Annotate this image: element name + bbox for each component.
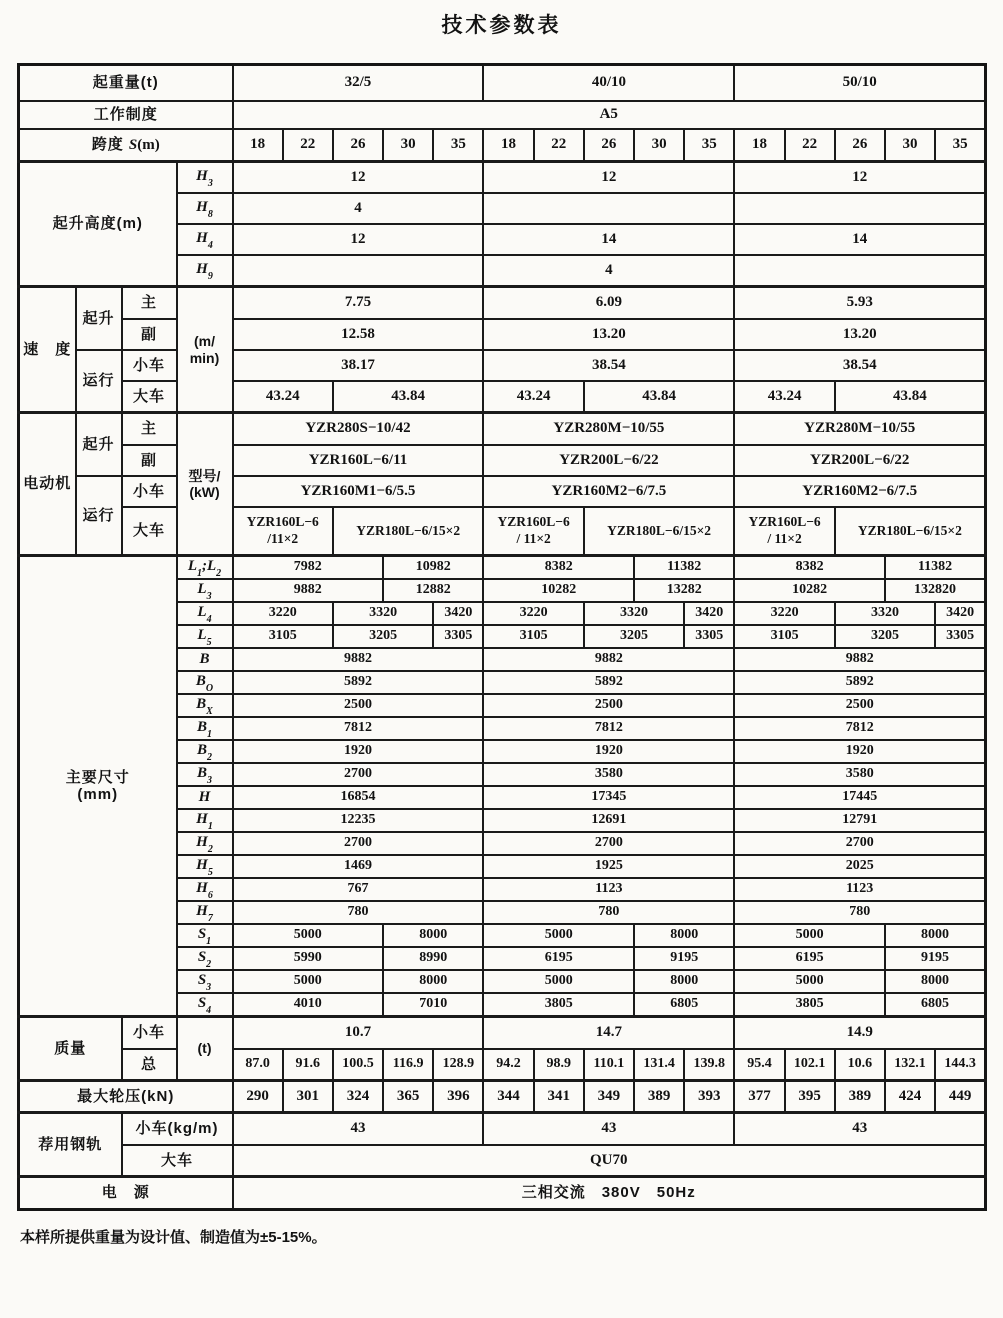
dim-value: 10282 <box>483 579 634 602</box>
capacity-value: 32/5 <box>233 65 484 102</box>
dim-value: 3205 <box>333 625 433 648</box>
speed-main-label: 主 <box>122 287 177 320</box>
dim-value: 2700 <box>233 832 484 855</box>
rail-value: 43 <box>734 1113 985 1146</box>
rail-row <box>19 1145 986 1177</box>
wheel-load-value: 377 <box>734 1081 784 1113</box>
speed-value: 5.93 <box>734 287 985 320</box>
wheel-load-value: 341 <box>534 1081 584 1113</box>
dim-value: 5000 <box>233 924 384 947</box>
dim-row <box>19 556 986 580</box>
dim-value: 13282 <box>634 579 734 602</box>
power-label: 电 源 <box>19 1177 233 1210</box>
capacity-value: 40/10 <box>483 65 734 102</box>
dim-value: 7812 <box>734 717 985 740</box>
speed-value: 6.09 <box>483 287 734 320</box>
hoist-height-symbol: $H_4$ <box>177 224 233 255</box>
mass-trolley-label: 小车 <box>122 1017 177 1050</box>
dim-value: 8000 <box>634 970 734 993</box>
dim-value: 3420 <box>433 602 483 625</box>
dim-value: 9195 <box>634 947 734 970</box>
hoist-height-value: 4 <box>483 255 734 287</box>
speed-value: 43.24 <box>483 381 583 413</box>
dim-value: 1920 <box>233 740 484 763</box>
motor-value: YZR280M−10/55 <box>734 413 985 446</box>
dim-value: 9882 <box>233 648 484 671</box>
span-value: 26 <box>584 129 634 162</box>
speed-value: 13.20 <box>734 319 985 350</box>
dim-symbol: $B_1$ <box>177 717 233 740</box>
dim-value: 5990 <box>233 947 384 970</box>
motor-travel-label: 运行 <box>76 476 122 556</box>
hoist-height-symbol: $H_3$ <box>177 162 233 194</box>
dim-value: 8000 <box>634 924 734 947</box>
speed-row <box>19 319 986 350</box>
mass-unit: (t) <box>177 1017 233 1081</box>
dim-value: 8000 <box>885 970 986 993</box>
dim-value: 6195 <box>483 947 634 970</box>
dim-value: 767 <box>233 878 484 901</box>
wheel-load-value: 290 <box>233 1081 283 1113</box>
speed-value: 38.17 <box>233 350 484 381</box>
dim-value: 5892 <box>483 671 734 694</box>
dim-value: 5892 <box>734 671 985 694</box>
mass-value: 91.6 <box>283 1049 333 1081</box>
dim-value: 780 <box>483 901 734 924</box>
wheel-load-value: 393 <box>684 1081 734 1113</box>
wheel-load-value: 365 <box>383 1081 433 1113</box>
dim-value: 11382 <box>634 556 734 580</box>
motor-unit: 型号/ (kW) <box>177 413 233 556</box>
dim-value: 8000 <box>885 924 986 947</box>
mass-value: 10.6 <box>835 1049 885 1081</box>
wheel-load-value: 324 <box>333 1081 383 1113</box>
dim-symbol: $H_1$ <box>177 809 233 832</box>
dim-value: 2700 <box>734 832 985 855</box>
dim-symbol: B <box>177 648 233 671</box>
span-value: 22 <box>785 129 835 162</box>
mass-total-label: 总 <box>122 1049 177 1081</box>
mass-value: 98.9 <box>534 1049 584 1081</box>
capacity-row <box>19 65 986 102</box>
hoist-height-row <box>19 162 986 194</box>
motor-value: YZR200L−6/22 <box>483 445 734 476</box>
dim-value: 2700 <box>483 832 734 855</box>
hoist-height-value: 14 <box>734 224 985 255</box>
dim-value: 10282 <box>734 579 885 602</box>
page-title: 技术参数表 <box>441 14 562 37</box>
dim-symbol: $B_2$ <box>177 740 233 763</box>
speed-label: 速 度 <box>19 287 76 413</box>
span-value: 26 <box>333 129 383 162</box>
rail-crane-label: 大车 <box>122 1145 233 1177</box>
motor-value: YZR280S−10/42 <box>233 413 484 446</box>
dim-value: 6805 <box>634 993 734 1017</box>
wheel-load-value: 344 <box>483 1081 533 1113</box>
capacity-label: 起重量(t) <box>19 65 233 102</box>
dim-value: 3305 <box>935 625 985 648</box>
motor-value: YZR160L−6 / 11×2 <box>483 507 583 556</box>
wheel-load-value: 349 <box>584 1081 634 1113</box>
dim-symbol: $S_2$ <box>177 947 233 970</box>
speed-unit: (m/ min) <box>177 287 233 413</box>
dim-value: 17345 <box>483 786 734 809</box>
dim-value: 8000 <box>383 970 483 993</box>
dim-value: 5000 <box>233 970 384 993</box>
rail-value: 43 <box>233 1113 484 1146</box>
span-value: 35 <box>684 129 734 162</box>
speed-value: 43.84 <box>333 381 484 413</box>
mass-value: 116.9 <box>383 1049 433 1081</box>
dim-value: 5000 <box>483 924 634 947</box>
dim-value: 9882 <box>483 648 734 671</box>
hoist-height-value: 4 <box>233 193 484 224</box>
duty-row <box>19 101 986 129</box>
hoist-height-symbol: $H_8$ <box>177 193 233 224</box>
span-value: 18 <box>734 129 784 162</box>
speed-value: 43.84 <box>835 381 986 413</box>
dim-value: 3220 <box>483 602 583 625</box>
motor-trolley-label: 小车 <box>122 476 177 507</box>
mass-row <box>19 1017 986 1050</box>
dim-value: 12691 <box>483 809 734 832</box>
dim-value: 1123 <box>734 878 985 901</box>
dim-value: 3205 <box>835 625 935 648</box>
dim-value: 7812 <box>233 717 484 740</box>
dim-value: 17445 <box>734 786 985 809</box>
dim-value: 16854 <box>233 786 484 809</box>
hoist-height-value: 12 <box>483 162 734 194</box>
motor-row <box>19 445 986 476</box>
dim-value: 5000 <box>483 970 634 993</box>
speed-row <box>19 381 986 413</box>
speed-trolley-label: 小车 <box>122 350 177 381</box>
mass-value: 131.4 <box>634 1049 684 1081</box>
mass-value: 128.9 <box>433 1049 483 1081</box>
speed-travel-label: 运行 <box>76 350 122 413</box>
dim-value: 12791 <box>734 809 985 832</box>
hoist-height-value: 12 <box>734 162 985 194</box>
speed-hoist-label: 起升 <box>76 287 122 351</box>
speed-crane-label: 大车 <box>122 381 177 413</box>
mass-value: 132.1 <box>885 1049 935 1081</box>
dim-value: 5000 <box>734 970 885 993</box>
motor-aux-label: 副 <box>122 445 177 476</box>
dim-value: 1469 <box>233 855 484 878</box>
motor-value: YZR180L−6/15×2 <box>584 507 735 556</box>
dims-label: 主要尺寸 (mm) <box>19 556 177 1017</box>
dim-value: 2500 <box>734 694 985 717</box>
motor-row <box>19 413 986 446</box>
hoist-height-label: 起升高度(m) <box>19 162 177 287</box>
dim-value: 12882 <box>383 579 483 602</box>
dim-symbol: H <box>177 786 233 809</box>
dim-value: 8382 <box>483 556 634 580</box>
mass-value: 100.5 <box>333 1049 383 1081</box>
dim-value: 9882 <box>734 648 985 671</box>
wheel-load-value: 301 <box>283 1081 333 1113</box>
rail-label: 荐用钢轨 <box>19 1113 122 1177</box>
hoist-height-value: 12 <box>233 162 484 194</box>
mass-value: 95.4 <box>734 1049 784 1081</box>
motor-row <box>19 476 986 507</box>
speed-value: 43.24 <box>233 381 333 413</box>
rail-crane-value: QU70 <box>233 1145 986 1177</box>
rail-value: 43 <box>483 1113 734 1146</box>
motor-value: YZR180L−6/15×2 <box>333 507 484 556</box>
motor-value: YZR160M1−6/5.5 <box>233 476 484 507</box>
dim-symbol: $B_3$ <box>177 763 233 786</box>
motor-value: YZR280M−10/55 <box>483 413 734 446</box>
dim-value: 9882 <box>233 579 384 602</box>
dim-value: 1925 <box>483 855 734 878</box>
dim-value: 2700 <box>233 763 484 786</box>
span-value: 18 <box>233 129 283 162</box>
dim-value: 7982 <box>233 556 384 580</box>
dim-value: 132820 <box>885 579 986 602</box>
dim-value: 6195 <box>734 947 885 970</box>
dim-value: 3220 <box>233 602 333 625</box>
dim-value: 7010 <box>383 993 483 1017</box>
motor-value: YZR160M2−6/7.5 <box>734 476 985 507</box>
span-value: 30 <box>885 129 935 162</box>
dim-value: 5000 <box>734 924 885 947</box>
dim-value: 8382 <box>734 556 885 580</box>
dim-symbol: $S_1$ <box>177 924 233 947</box>
wheel-load-value: 389 <box>634 1081 684 1113</box>
dim-value: 1920 <box>483 740 734 763</box>
hoist-height-value <box>233 255 484 287</box>
span-value: 18 <box>483 129 533 162</box>
span-value: 35 <box>935 129 985 162</box>
mass-label: 质量 <box>19 1017 122 1081</box>
dim-symbol: $H_6$ <box>177 878 233 901</box>
speed-aux-label: 副 <box>122 319 177 350</box>
speed-value: 38.54 <box>483 350 734 381</box>
dim-symbol: $L_5$ <box>177 625 233 648</box>
speed-value: 7.75 <box>233 287 484 320</box>
mass-value: 139.8 <box>684 1049 734 1081</box>
power-value: 三相交流 380V 50Hz <box>233 1177 986 1210</box>
wheel-load-value: 449 <box>935 1081 985 1113</box>
wheel-load-value: 395 <box>785 1081 835 1113</box>
dim-value: 3305 <box>684 625 734 648</box>
dim-value: 2025 <box>734 855 985 878</box>
motor-main-label: 主 <box>122 413 177 446</box>
dim-value: 2500 <box>483 694 734 717</box>
mass-row <box>19 1049 986 1081</box>
dim-value: 1123 <box>483 878 734 901</box>
dim-value: 8990 <box>383 947 483 970</box>
motor-label: 电动机 <box>19 413 76 556</box>
dim-value: 780 <box>233 901 484 924</box>
dim-value: 3305 <box>433 625 483 648</box>
dim-value: 3105 <box>483 625 583 648</box>
dim-symbol: $B_X$ <box>177 694 233 717</box>
dim-symbol: $L_1;L_2$ <box>177 556 233 580</box>
dim-value: 3420 <box>684 602 734 625</box>
motor-crane-label: 大车 <box>122 507 177 556</box>
mass-value: 110.1 <box>584 1049 634 1081</box>
hoist-height-value <box>483 193 734 224</box>
motor-value: YZR160L−6 / 11×2 <box>734 507 834 556</box>
dim-symbol: $L_3$ <box>177 579 233 602</box>
wheel-load-value: 389 <box>835 1081 885 1113</box>
motor-row <box>19 507 986 556</box>
wheel-load-value: 424 <box>885 1081 935 1113</box>
wheel-load-label: 最大轮压(kN) <box>19 1081 233 1113</box>
dim-value: 3580 <box>734 763 985 786</box>
mass-value: 144.3 <box>935 1049 985 1081</box>
spec-table <box>17 63 987 1211</box>
dim-value: 3105 <box>734 625 834 648</box>
motor-value: YZR160L−6/11 <box>233 445 484 476</box>
dim-value: 3320 <box>584 602 684 625</box>
dim-symbol: $H_5$ <box>177 855 233 878</box>
dim-value: 3320 <box>333 602 433 625</box>
dim-value: 3580 <box>483 763 734 786</box>
hoist-height-value: 14 <box>483 224 734 255</box>
dim-value: 12235 <box>233 809 484 832</box>
dim-value: 10982 <box>383 556 483 580</box>
capacity-value: 50/10 <box>734 65 985 102</box>
dim-value: 780 <box>734 901 985 924</box>
motor-hoist-label: 起升 <box>76 413 122 477</box>
dim-value: 2500 <box>233 694 484 717</box>
dim-symbol: $S_3$ <box>177 970 233 993</box>
dim-value: 3205 <box>584 625 684 648</box>
span-value: 30 <box>383 129 433 162</box>
hoist-height-value <box>734 193 985 224</box>
speed-row <box>19 350 986 381</box>
dim-value: 3220 <box>734 602 834 625</box>
motor-value: YZR160M2−6/7.5 <box>483 476 734 507</box>
wheel-load-row <box>19 1081 986 1113</box>
span-value: 30 <box>634 129 684 162</box>
wheel-load-value: 396 <box>433 1081 483 1113</box>
dim-value: 3805 <box>483 993 634 1017</box>
speed-value: 43.84 <box>584 381 735 413</box>
span-label: 跨度 S(m) <box>19 129 233 162</box>
mass-value: 14.7 <box>483 1017 734 1050</box>
dim-value: 7812 <box>483 717 734 740</box>
duty-value: A5 <box>233 101 986 129</box>
dim-value: 8000 <box>383 924 483 947</box>
dim-value: 11382 <box>885 556 986 580</box>
motor-value: YZR180L−6/15×2 <box>835 507 986 556</box>
span-value: 22 <box>534 129 584 162</box>
dim-value: 6805 <box>885 993 986 1017</box>
mass-value: 94.2 <box>483 1049 533 1081</box>
span-row <box>19 129 986 162</box>
footer-note: 本样所提供重量为设计值、制造值为±5-15%。 <box>20 1229 327 1246</box>
hoist-height-value: 12 <box>233 224 484 255</box>
dim-value: 3320 <box>835 602 935 625</box>
hoist-height-symbol: $H_9$ <box>177 255 233 287</box>
dim-value: 4010 <box>233 993 384 1017</box>
rail-row <box>19 1113 986 1146</box>
power-row <box>19 1177 986 1210</box>
span-value: 35 <box>433 129 483 162</box>
dim-symbol: $L_4$ <box>177 602 233 625</box>
dim-value: 3420 <box>935 602 985 625</box>
dim-value: 3105 <box>233 625 333 648</box>
speed-value: 12.58 <box>233 319 484 350</box>
speed-value: 13.20 <box>483 319 734 350</box>
dim-symbol: $H_2$ <box>177 832 233 855</box>
motor-value: YZR160L−6 /11×2 <box>233 507 333 556</box>
dim-value: 1920 <box>734 740 985 763</box>
dim-symbol: $S_4$ <box>177 993 233 1017</box>
span-value: 26 <box>835 129 885 162</box>
mass-value: 10.7 <box>233 1017 484 1050</box>
motor-value: YZR200L−6/22 <box>734 445 985 476</box>
hoist-height-value <box>734 255 985 287</box>
mass-value: 14.9 <box>734 1017 985 1050</box>
duty-label: 工作制度 <box>19 101 233 129</box>
span-value: 22 <box>283 129 333 162</box>
dim-value: 9195 <box>885 947 986 970</box>
dim-value: 5892 <box>233 671 484 694</box>
rail-trolley-label: 小车(kg/m) <box>122 1113 233 1146</box>
speed-value: 38.54 <box>734 350 985 381</box>
dim-symbol: $B_O$ <box>177 671 233 694</box>
dim-value: 3805 <box>734 993 885 1017</box>
speed-value: 43.24 <box>734 381 834 413</box>
mass-value: 87.0 <box>233 1049 283 1081</box>
dim-symbol: $H_7$ <box>177 901 233 924</box>
speed-row <box>19 287 986 320</box>
mass-value: 102.1 <box>785 1049 835 1081</box>
